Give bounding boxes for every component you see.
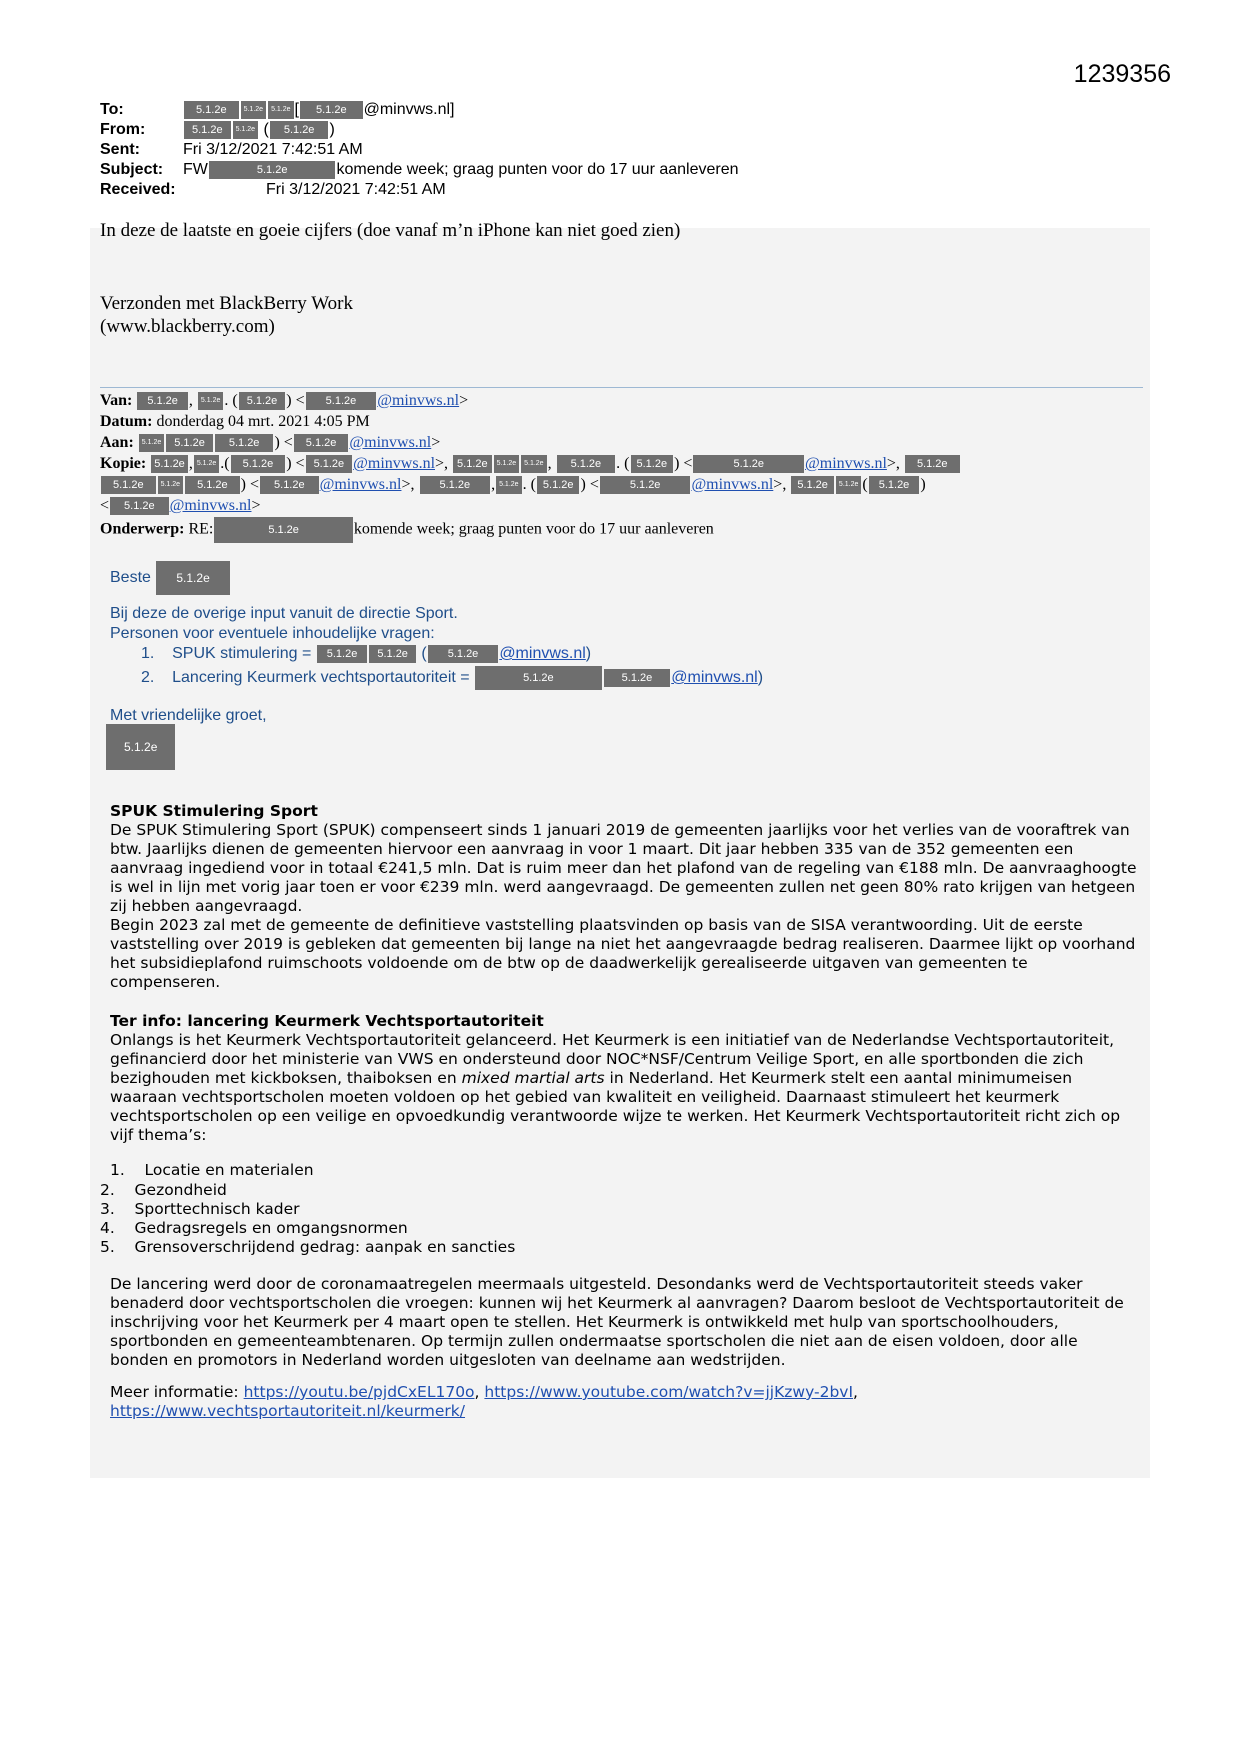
youtube-link[interactable]: https://www.youtube.com/watch?v=jjKzwy-2bvI [484, 1383, 854, 1401]
message-line-2: Personen voor eventuele inhoudelijke vragen: [110, 625, 435, 642]
redaction: 5.1.2e [600, 476, 691, 494]
redaction: 5.1.2e [158, 476, 183, 494]
received-label: Received: [100, 181, 176, 198]
subject-suffix: komende week; graag punten voor do 17 uur aanleveren [336, 161, 739, 178]
redaction: 5.1.2e [791, 476, 834, 494]
redaction: 5.1.2e [198, 392, 223, 410]
fwd-aan-row: Aan: 5.1.2e 5.1.2e 5.1.2e ) < 5.1.2e @minvws.nl> [100, 434, 441, 451]
redaction: 5.1.2e [166, 434, 213, 452]
theme-number: 2. [100, 1181, 115, 1199]
theme-item [100, 1181, 227, 1201]
email-link[interactable]: @minvws.nl [353, 455, 436, 472]
theme-number: 3. [100, 1200, 115, 1218]
fwd-onderwerp-row [100, 517, 714, 543]
keurmerk-section [110, 1012, 1140, 1145]
theme-number: 5. [100, 1238, 115, 1256]
redaction: 5.1.2e [905, 455, 960, 473]
onderwerp-prefix: RE: [188, 520, 214, 538]
redaction: 5.1.2e [215, 434, 274, 452]
redaction: 5.1.2e [306, 455, 353, 473]
theme-item [100, 1219, 408, 1239]
greeting-text: Beste [110, 569, 151, 587]
spuk-paragraph-2: Begin 2023 zal met de gemeente de definitieve vaststelling plaatsvinden op basis van de SISA verantwoording. Uit de eerste vaststelling over 2019 is gebleken dat gemeenten bij lange na niet het aangevraagde bedrag realiseren. Daarmee lijkt op voorhand het subsidieplafond ruimschoots voldoende om de btw op de daadwerkelijk gerealiseerde uitgaven van gemeenten te compenseren. [110, 916, 1136, 991]
theme-label: Sporttechnisch kader [134, 1200, 300, 1218]
redaction: 5.1.2e [294, 434, 349, 452]
redaction: 5.1.2e [869, 476, 920, 494]
greeting [110, 561, 231, 595]
document-number: 1239356 [1073, 60, 1171, 88]
redaction: 5.1.2e [317, 645, 368, 663]
fwd-kopie-row-1: Kopie: 5.1.2e , 5.1.2e .( 5.1.2e ) < 5.1.2e @minvws.nl>, 5.1.2e 5.1.2e 5.1.2e , 5.1.2e . ( 5.1.2e ) < 5.1.2e @minvws.nl>, 5.1.2e [100, 454, 961, 474]
van-label: Van: [100, 392, 133, 409]
to-domain: @minvws.nl] [363, 101, 455, 118]
theme-item [100, 1238, 515, 1258]
sent-label: Sent: [100, 141, 140, 158]
received-value: Fri 3/12/2021 7:42:51 AM [266, 181, 446, 198]
redaction: 5.1.2e [270, 121, 329, 139]
redaction: 5.1.2e [836, 476, 861, 494]
redaction: 5.1.2e [101, 476, 156, 494]
onderwerp-label: Onderwerp: [100, 520, 185, 538]
fwd-datum-row [100, 412, 370, 432]
redaction: 5.1.2e [631, 455, 674, 473]
redaction: 5.1.2e [268, 101, 293, 119]
kopie-label: Kopie: [100, 455, 147, 472]
redaction: 5.1.2e [369, 645, 416, 663]
redaction: 5.1.2e [300, 101, 363, 119]
signature [100, 292, 353, 338]
youtu-link[interactable]: https://youtu.be/pjdCxEL170o [243, 1383, 475, 1401]
email-link[interactable]: @minvws.nl [671, 669, 758, 687]
email-link[interactable]: @minvws.nl [805, 455, 887, 472]
more-info: Meer informatie: https://youtu.be/pjdCxEL170o, https://www.youtube.com/watch?v=jjKzwy-2bvI, https://www.vechtsportautoriteit.nl/keurmerk/ [110, 1383, 858, 1420]
redaction: 5.1.2e [453, 455, 492, 473]
contact-item: 1. SPUK stimulering = 5.1.2e 5.1.2e ( 5.1.2e @minvws.nl) [141, 645, 592, 662]
sender-signature [105, 724, 176, 770]
redaction: 5.1.2e [106, 724, 175, 770]
email-link[interactable]: @minvws.nl [349, 434, 432, 451]
redaction: 5.1.2e [557, 455, 616, 473]
divider [100, 387, 1143, 388]
redaction: 5.1.2e [209, 161, 336, 179]
redaction: 5.1.2e [241, 101, 266, 119]
vechtsportautoriteit-link[interactable]: https://www.vechtsportautoriteit.nl/keurmerk/ [110, 1402, 466, 1420]
redaction: 5.1.2e [156, 561, 229, 595]
theme-label: Gezondheid [134, 1181, 227, 1199]
redaction: 5.1.2e [184, 121, 231, 139]
subject-value [183, 160, 739, 180]
keurmerk-paragraph-1 [110, 1031, 1140, 1145]
keurmerk-italic: mixed martial arts [461, 1069, 605, 1087]
redaction: 5.1.2e [428, 645, 499, 663]
redaction: 5.1.2e [693, 455, 804, 473]
contact-label: Lancering Keurmerk vechtsportautoriteit = [172, 669, 470, 687]
spuk-paragraph-1: De SPUK Stimulering Sport (SPUK) compenseert sinds 1 januari 2019 de gemeenten jaarlijks voor het verlies van de vooraftrek van btw. Jaarlijks dienen de gemeenten hiervoor een aanvraag in voor 1 maart. Dit jaar hebben 335 van de 352 gemeenten een aanvraag ingediend voor in totaal €241,5 mln. Dat is ruim meer dan het plafond van de regeling van €188 mln. De aanvraaghoogte is wel in lijn met vorig jaar toen er voor €239 mln. werd aangevraagd. De gemeenten zullen net geen 80% rato krijgen van hetgeen zij hebben aangevraagd. [110, 821, 1137, 915]
signature-line: Verzonden met BlackBerry Work [100, 293, 353, 314]
signature-url: (www.blackberry.com) [100, 316, 275, 337]
email-link[interactable]: @minvws.nl [319, 476, 402, 493]
message-line-1: Bij deze de overige input vanuit de directie Sport. [110, 605, 458, 622]
keurmerk-paragraph-2: De lancering werd door de coronamaatregelen meermaals uitgesteld. Desondanks werd de Vechtsportautoriteit steeds vaker benaderd door vechtsportscholen die vroegen: kunnen wij het Keurmerk al aanvragen? Daarom besloot de Vechtsportautoriteit de inschrijving voor het Keurmerk per 4 maart open te stellen. Het Keurmerk is ontwikkeld met hulp van sportschoolhouders, sportbonden en gemeenteambtenaren. Op termijn zullen ondermaatse sportscholen die niet aan de eisen voldoen, door alle bonden en promotors in Nederland worden uitgesloten van deelname aan wedstrijden. [110, 1275, 1124, 1369]
redaction: 5.1.2e [233, 121, 258, 139]
email-link[interactable]: @minvws.nl [691, 476, 774, 493]
redaction: 5.1.2e [306, 392, 377, 410]
redaction: 5.1.2e [139, 434, 164, 452]
intro-text: In deze de laatste en goeie cijfers (doe vanaf m’n iPhone kan niet goed zien) [100, 220, 681, 241]
keurmerk-text: in Nederland. Het Keurmerk stelt een aantal minimumeisen waaraan vechtsportscholen moeten voldoen op het gebied van kwaliteit en veiligheid. Daarnaast stimuleert het keurmerk vechtsportscholen op een veilige en opvoedkundig verantwoorde wijze te werken. Het Keurmerk Vechtsportautoriteit richt zich op vijf thema’s: [110, 1069, 1121, 1144]
contact-label: SPUK stimulering = [172, 645, 312, 662]
redaction: 5.1.2e [604, 669, 671, 687]
redaction: 5.1.2e [420, 476, 491, 494]
fwd-van-row: Van: 5.1.2e , 5.1.2e . ( 5.1.2e ) < 5.1.2e @minvws.nl> [100, 392, 469, 409]
to-label: To: [100, 101, 124, 118]
from-value: 5.1.2e 5.1.2e ( 5.1.2e ) [183, 120, 335, 140]
keurmerk-title: Ter info: lancering Keurmerk Vechtsportautoriteit [110, 1012, 544, 1030]
datum-label: Datum: [100, 413, 153, 430]
contact-number: 1. [141, 645, 155, 662]
theme-number: 4. [100, 1219, 115, 1237]
redaction: 5.1.2e [239, 392, 286, 410]
fwd-kopie-row-2: 5.1.2e 5.1.2e 5.1.2e ) < 5.1.2e @minvws.nl>, 5.1.2e , 5.1.2e . ( 5.1.2e ) < 5.1.2e @minvws.nl>, 5.1.2e 5.1.2e ( 5.1.2e ) [100, 475, 926, 495]
theme-label: Locatie en materialen [144, 1161, 314, 1179]
redaction: 5.1.2e [137, 392, 188, 410]
redaction: 5.1.2e [185, 476, 240, 494]
redaction: 5.1.2e [521, 455, 546, 473]
to-value: 5.1.2e 5.1.2e 5.1.2e [ 5.1.2e @minvws.nl] [183, 100, 455, 120]
redaction: 5.1.2e [231, 455, 286, 473]
redaction: 5.1.2e [151, 455, 188, 473]
email-link[interactable]: @minvws.nl [377, 392, 460, 409]
redaction: 5.1.2e [475, 666, 602, 690]
contact-number: 2. [141, 669, 155, 687]
sent-value: Fri 3/12/2021 7:42:51 AM [183, 141, 363, 158]
contact-item: 2. Lancering Keurmerk vechtsportautoriteit = 5.1.2e 5.1.2e @minvws.nl) [141, 666, 763, 690]
redaction: 5.1.2e [214, 517, 353, 543]
theme-item [100, 1200, 300, 1220]
more-info-label: Meer informatie: [110, 1383, 239, 1401]
theme-label: Grensoverschrijdend gedrag: aanpak en sancties [134, 1238, 516, 1256]
spuk-title: SPUK Stimulering Sport [110, 802, 318, 820]
redaction: 5.1.2e [110, 497, 169, 515]
keurmerk-text: Onlangs is het Keurmerk Vechtsportautoriteit gelanceerd. Het Keurmerk is een initiatief van de Nederlandse Vechtsportautoriteit, gefinancierd door het ministerie van VWS en ondersteund door NOC*NSF/Centrum Veilige Sport, en alle sportbonden die zich bezighouden met kickboksen, thaiboksen en [110, 1031, 1115, 1087]
redaction: 5.1.2e [496, 476, 521, 494]
subject-label: Subject: [100, 161, 164, 178]
email-link[interactable]: @minvws.nl [169, 497, 252, 514]
from-label: From: [100, 121, 146, 138]
theme-number: 1. [110, 1161, 125, 1179]
redaction: 5.1.2e [184, 101, 239, 119]
subject-prefix: FW [183, 161, 208, 178]
redaction: 5.1.2e [260, 476, 319, 494]
email-link[interactable]: @minvws.nl [499, 645, 586, 662]
theme-item [110, 1161, 314, 1181]
spuk-section [110, 802, 1140, 992]
aan-label: Aan: [100, 434, 134, 451]
datum-value: donderdag 04 mrt. 2021 4:05 PM [156, 413, 370, 430]
onderwerp-suffix: komende week; graag punten voor do 17 uur aanleveren [353, 520, 714, 538]
redaction: 5.1.2e [537, 476, 580, 494]
redaction: 5.1.2e [194, 455, 219, 473]
theme-label: Gedragsregels en omgangsnormen [134, 1219, 408, 1237]
fwd-kopie-row-3: < 5.1.2e @minvws.nl> [100, 497, 261, 514]
redaction: 5.1.2e [494, 455, 519, 473]
closing: Met vriendelijke groet, [110, 707, 267, 724]
